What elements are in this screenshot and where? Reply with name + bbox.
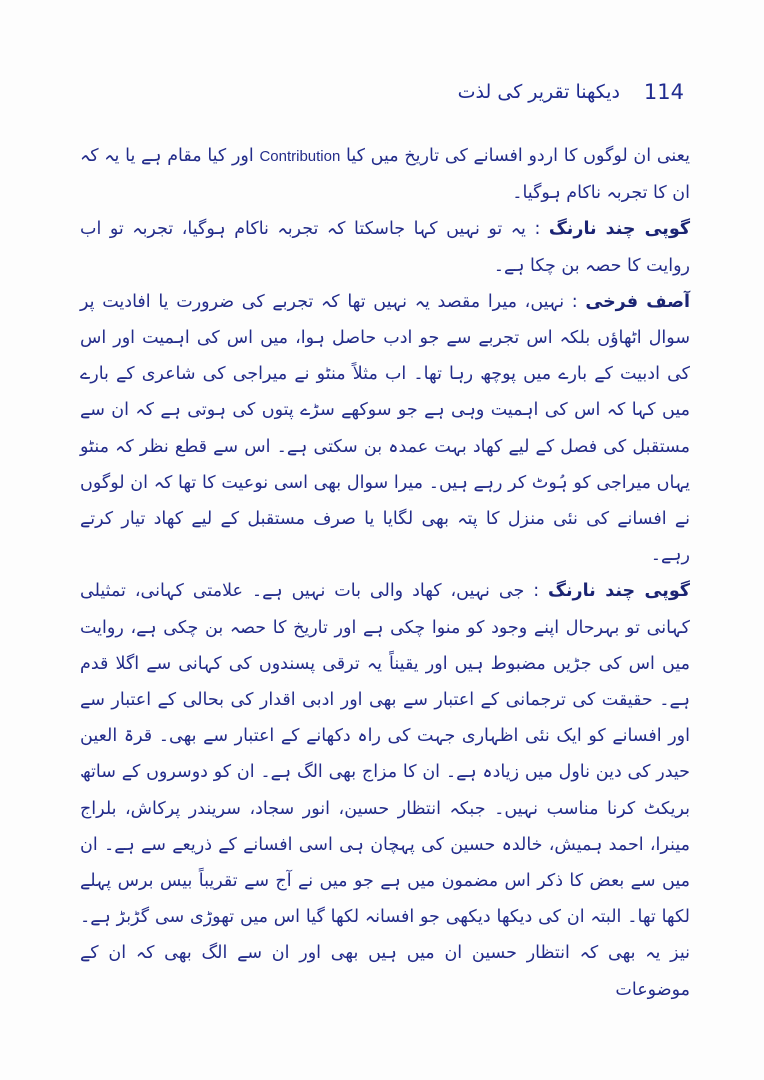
paragraph — [80, 284, 690, 574]
speaker-name: گوپی چند نارنگ — [548, 581, 690, 602]
page-header — [457, 78, 684, 112]
paragraph-text: : جی نہیں، کھاد والی بات نہیں ہے۔ علامتی کہانی، تمثیلی کہانی تو بہرحال اپنے وجود کو منوا چکی ہے اور تاریخ کا حصہ بن چکی ہے، روایت میں اس کی جڑیں مضبوط ہیں اور یقیناً یہ ترقی پسندوں کی کہانی سے اگلا قدم ہے۔ حقیقت کی ترجمانی کے اعتبار سے بھی اور ادبی اقدار کی بحالی کے اعتبار سے اور افسانے کو ایک نئی اظہاری جہت کی راہ دکھانے کے اعتبار سے بھی۔ قرۃ العین حیدر کی دین ناول میں زیادہ ہے۔ ان کا مزاج بھی الگ ہے۔ ان کو دوسروں کے ساتھ بریکٹ کرنا مناسب نہیں۔ جبکہ انتظار حسین، انور سجاد، سریندر پرکاش، بلراج مینرا، احمد ہمیش، خالدہ حسین کی پہچان ہی اسی افسانے کے ذریعے سے ہے۔ ان میں سے بعض کا ذکر اس مضمون میں ہے جو میں نے آج سے تقریباً بیس برس پہلے لکھا تھا۔ البتہ ان کی دیکھا دیکھی جو افسانہ لکھا گیا اس میں تھوڑی سی گڑبڑ ہے۔ نیز یہ بھی کہ انتظار حسین ان میں ہیں بھی اور ان سے الگ بھی کہ ان کے موضوعات — [80, 581, 690, 1000]
paragraph — [80, 138, 690, 211]
running-title: دیکھنا تقریر کی لذت — [457, 81, 620, 103]
page-number: 114 — [643, 80, 684, 104]
paragraph-text: یعنی ان لوگوں کا اردو افسانے کی تاریخ میں کیا — [340, 146, 690, 166]
paragraph-text: : نہیں، میرا مقصد یہ نہیں تھا کہ تجربے کی ضرورت یا افادیت پر سوال اٹھاؤں بلکہ اس تجربے سے جو ادب حاصل ہوا، میں اس کی اہمیت اور اس کی ادبیت کے بارے میں پوچھ رہا تھا۔ اب مثلاً منٹو نے میراجی کی شاعری کے بارے میں کہا کہ اس کی اہمیت وہی ہے جو سوکھے سڑے پتوں کی ہوتی ہے کہ ان سے مستقبل کی فصل کے لیے کھاد بہت عمدہ بن سکتی ہے۔ اس سے قطع نظر کہ منٹو یہاں میراجی کو ہُوٹ کر رہے ہیں۔ میرا سوال بھی اسی نوعیت کا تھا کہ ان لوگوں نے افسانے کی نئی منزل کا پتہ بھی لگایا یا صرف مستقبل کے لیے کھاد تیار کرتے رہے۔ — [80, 291, 690, 566]
paragraph — [80, 573, 690, 1007]
speaker-name: آصف فرخی — [585, 291, 690, 312]
speaker-name: گوپی چند نارنگ — [548, 219, 691, 240]
paragraph — [80, 211, 690, 283]
latin-term: Contribution — [259, 148, 341, 165]
paragraph-text: : یہ تو نہیں کہا جاسکتا کہ تجربہ ناکام ہوگیا، تجربہ تو اب روایت کا حصہ بن چکا ہے۔ — [80, 219, 690, 276]
paragraph-text: اور کیا مقام ہے یا یہ کہ ان کا تجربہ ناکام ہوگیا۔ — [80, 146, 690, 204]
body-text — [80, 138, 690, 1008]
